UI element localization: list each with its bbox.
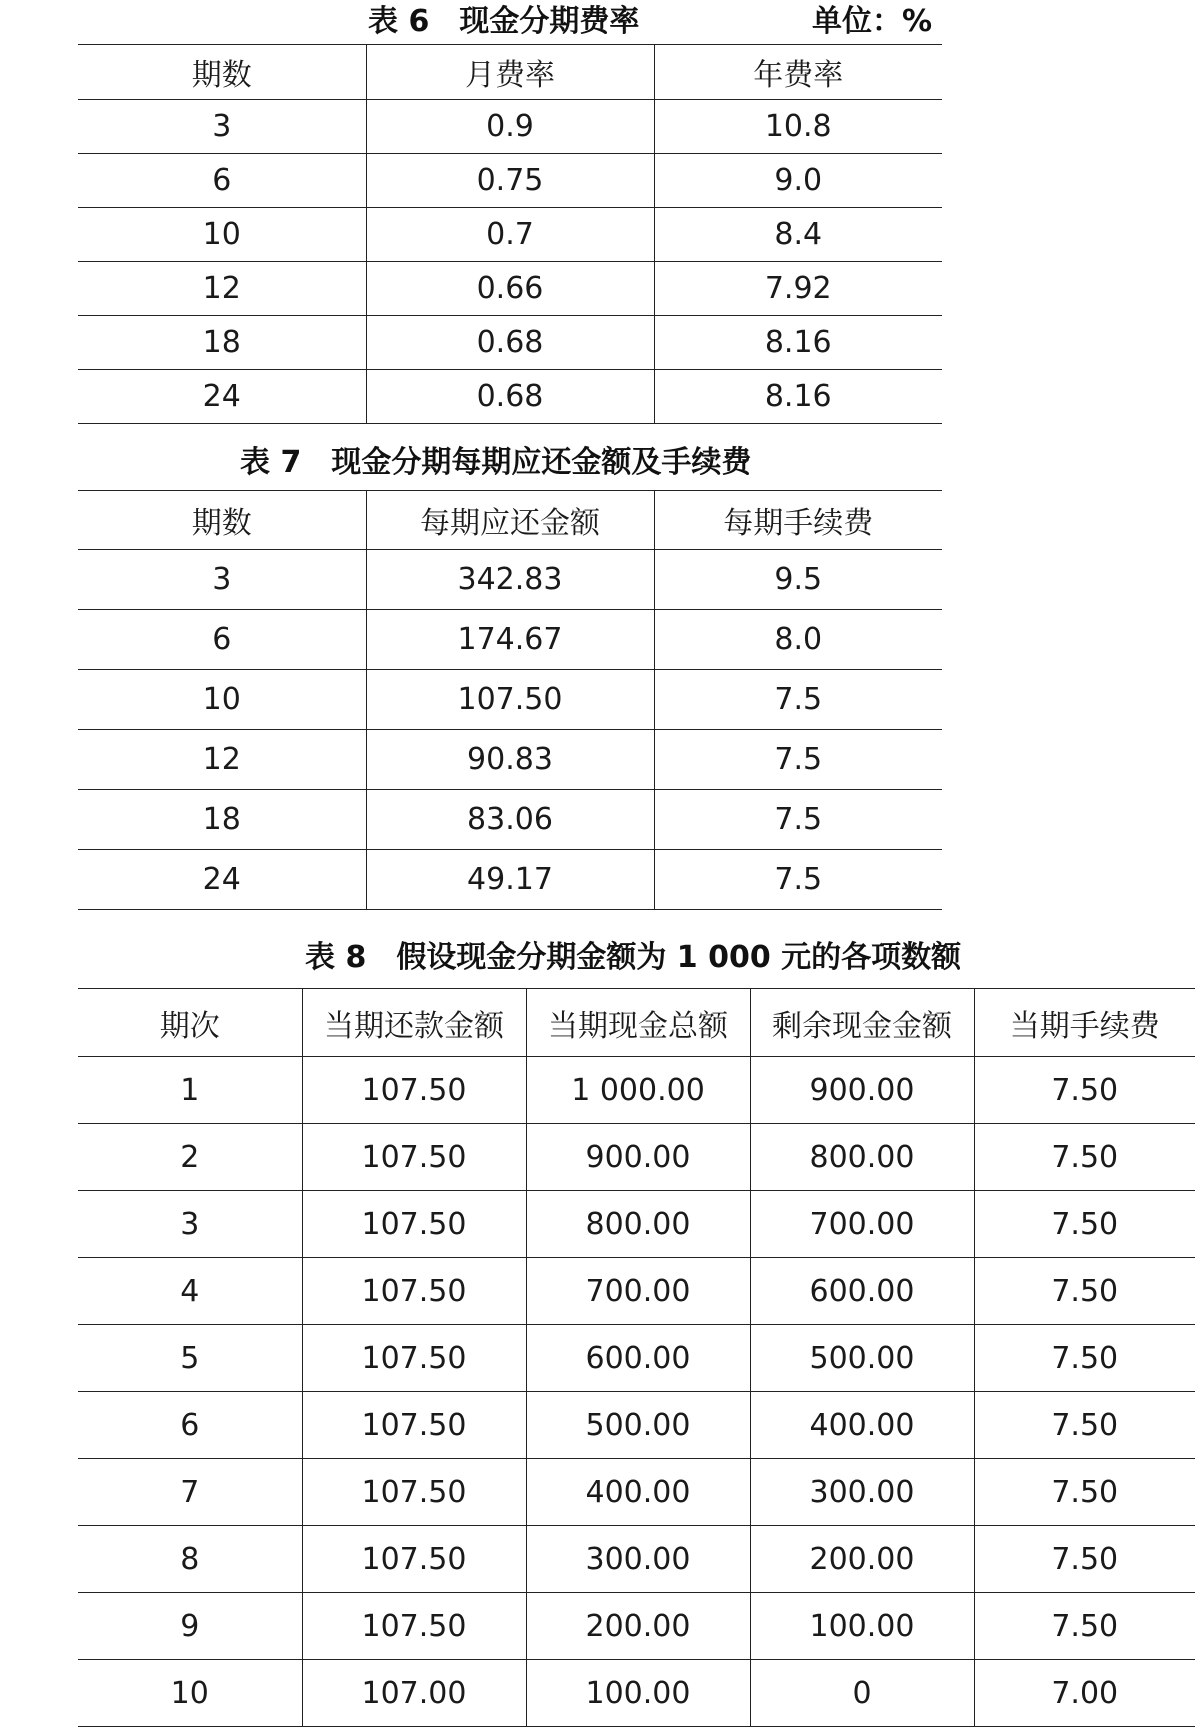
table8-cell: 7.00	[974, 1660, 1195, 1727]
table8-cell: 7.50	[974, 1526, 1195, 1593]
table8-row	[78, 1258, 1195, 1325]
table8-cell: 7.50	[974, 1258, 1195, 1325]
table8-cell: 107.50	[302, 1459, 526, 1526]
table7-cell: 6	[78, 610, 366, 670]
table6-cell: 12	[78, 262, 366, 316]
table8-cell: 3	[78, 1191, 302, 1258]
table7-cell: 342.83	[366, 550, 654, 610]
table8-cell: 7.50	[974, 1459, 1195, 1526]
table7-cell: 174.67	[366, 610, 654, 670]
table6-header: 月费率	[366, 45, 654, 100]
table7-cell: 49.17	[366, 850, 654, 910]
table8-caption: 表 8 假设现金分期金额为 1 000 元的各项数额	[305, 940, 962, 975]
table8-cell: 107.50	[302, 1392, 526, 1459]
table7-cell: 9.5	[654, 550, 942, 610]
table8-row	[78, 1459, 1195, 1526]
table7-cell: 10	[78, 670, 366, 730]
table6-cell: 0.68	[366, 316, 654, 370]
table8-cell: 8	[78, 1526, 302, 1593]
table7-cell: 7.5	[654, 850, 942, 910]
table6-header: 期数	[78, 45, 366, 100]
table8-cell: 5	[78, 1325, 302, 1392]
table6-row	[78, 262, 942, 316]
table6-cell: 0.68	[366, 370, 654, 424]
table7-caption: 表 7 现金分期每期应还金额及手续费	[240, 445, 752, 480]
table6-cell: 0.66	[366, 262, 654, 316]
table7-cell: 90.83	[366, 730, 654, 790]
table8-row	[78, 1392, 1195, 1459]
table7-cell: 107.50	[366, 670, 654, 730]
table6-cell: 10.8	[654, 100, 942, 154]
table7-cell: 7.5	[654, 670, 942, 730]
table6-cell: 0.7	[366, 208, 654, 262]
table7-header-row	[78, 491, 942, 550]
table7-row	[78, 670, 942, 730]
table6-cell: 3	[78, 100, 366, 154]
table7	[78, 490, 942, 910]
table7-row	[78, 790, 942, 850]
table8-cell: 107.50	[302, 1057, 526, 1124]
table8-row	[78, 1325, 1195, 1392]
table6-row	[78, 154, 942, 208]
table6-cell: 24	[78, 370, 366, 424]
table8-header: 剩余现金金额	[750, 989, 974, 1057]
table8-cell: 7.50	[974, 1325, 1195, 1392]
table8-cell: 200.00	[526, 1593, 750, 1660]
table8-row	[78, 1191, 1195, 1258]
table8-header: 期次	[78, 989, 302, 1057]
table8-cell: 107.50	[302, 1593, 526, 1660]
table8-cell: 700.00	[526, 1258, 750, 1325]
table6-unit: 单位：%	[812, 4, 933, 39]
table7-cell: 24	[78, 850, 366, 910]
table8-cell: 900.00	[750, 1057, 974, 1124]
table8-cell: 500.00	[526, 1392, 750, 1459]
table8-cell: 500.00	[750, 1325, 974, 1392]
table8-cell: 800.00	[750, 1124, 974, 1191]
table8-cell: 200.00	[750, 1526, 974, 1593]
table8-cell: 107.00	[302, 1660, 526, 1727]
table8-header: 当期现金总额	[526, 989, 750, 1057]
table8-cell: 600.00	[526, 1325, 750, 1392]
table8-cell: 7.50	[974, 1593, 1195, 1660]
table8-cell: 7.50	[974, 1057, 1195, 1124]
table6-cell: 10	[78, 208, 366, 262]
table6-cell: 8.4	[654, 208, 942, 262]
table8-header: 当期手续费	[974, 989, 1195, 1057]
table8-row	[78, 1526, 1195, 1593]
table8-cell: 107.50	[302, 1526, 526, 1593]
table8-cell: 107.50	[302, 1258, 526, 1325]
table7-row	[78, 610, 942, 670]
table8	[78, 988, 1195, 1727]
table6-cell: 8.16	[654, 316, 942, 370]
table8-cell: 800.00	[526, 1191, 750, 1258]
table7-header: 每期应还金额	[366, 491, 654, 550]
table6-row	[78, 100, 942, 154]
table8-cell: 7	[78, 1459, 302, 1526]
table8-header: 当期还款金额	[302, 989, 526, 1057]
table6-cell: 0.75	[366, 154, 654, 208]
table8-cell: 9	[78, 1593, 302, 1660]
table7-cell: 8.0	[654, 610, 942, 670]
table7-row	[78, 550, 942, 610]
table7-cell: 18	[78, 790, 366, 850]
table6-header: 年费率	[654, 45, 942, 100]
table8-cell: 900.00	[526, 1124, 750, 1191]
table7-header: 每期手续费	[654, 491, 942, 550]
table8-cell: 107.50	[302, 1124, 526, 1191]
table8-cell: 600.00	[750, 1258, 974, 1325]
table8-cell: 2	[78, 1124, 302, 1191]
table8-row	[78, 1057, 1195, 1124]
table8-cell: 400.00	[526, 1459, 750, 1526]
table8-cell: 300.00	[750, 1459, 974, 1526]
table6-cell: 9.0	[654, 154, 942, 208]
table8-row	[78, 1660, 1195, 1727]
table6-row	[78, 316, 942, 370]
table7-row	[78, 730, 942, 790]
table8-cell: 0	[750, 1660, 974, 1727]
table8-cell: 1	[78, 1057, 302, 1124]
table8-cell: 10	[78, 1660, 302, 1727]
table6-cell: 0.9	[366, 100, 654, 154]
table8-cell: 7.50	[974, 1392, 1195, 1459]
table8-row	[78, 1593, 1195, 1660]
table8-cell: 700.00	[750, 1191, 974, 1258]
table8-cell: 100.00	[526, 1660, 750, 1727]
table8-cell: 7.50	[974, 1191, 1195, 1258]
table6-cell: 6	[78, 154, 366, 208]
table6-caption: 表 6 现金分期费率	[368, 4, 640, 39]
table8-cell: 1 000.00	[526, 1057, 750, 1124]
table8-cell: 6	[78, 1392, 302, 1459]
table7-cell: 12	[78, 730, 366, 790]
table8-header-row	[78, 989, 1195, 1057]
table6-cell: 7.92	[654, 262, 942, 316]
table6	[78, 44, 942, 424]
table7-cell: 3	[78, 550, 366, 610]
table8-cell: 100.00	[750, 1593, 974, 1660]
table8-cell: 4	[78, 1258, 302, 1325]
table8-row	[78, 1124, 1195, 1191]
table8-cell: 400.00	[750, 1392, 974, 1459]
table6-header-row	[78, 45, 942, 100]
table6-cell: 8.16	[654, 370, 942, 424]
table6-row	[78, 370, 942, 424]
table6-cell: 18	[78, 316, 366, 370]
table8-cell: 7.50	[974, 1124, 1195, 1191]
table7-cell: 7.5	[654, 790, 942, 850]
table7-header: 期数	[78, 491, 366, 550]
table8-cell: 107.50	[302, 1325, 526, 1392]
table7-cell: 7.5	[654, 730, 942, 790]
table6-row	[78, 208, 942, 262]
table8-cell: 300.00	[526, 1526, 750, 1593]
table7-cell: 83.06	[366, 790, 654, 850]
table7-row	[78, 850, 942, 910]
table8-cell: 107.50	[302, 1191, 526, 1258]
